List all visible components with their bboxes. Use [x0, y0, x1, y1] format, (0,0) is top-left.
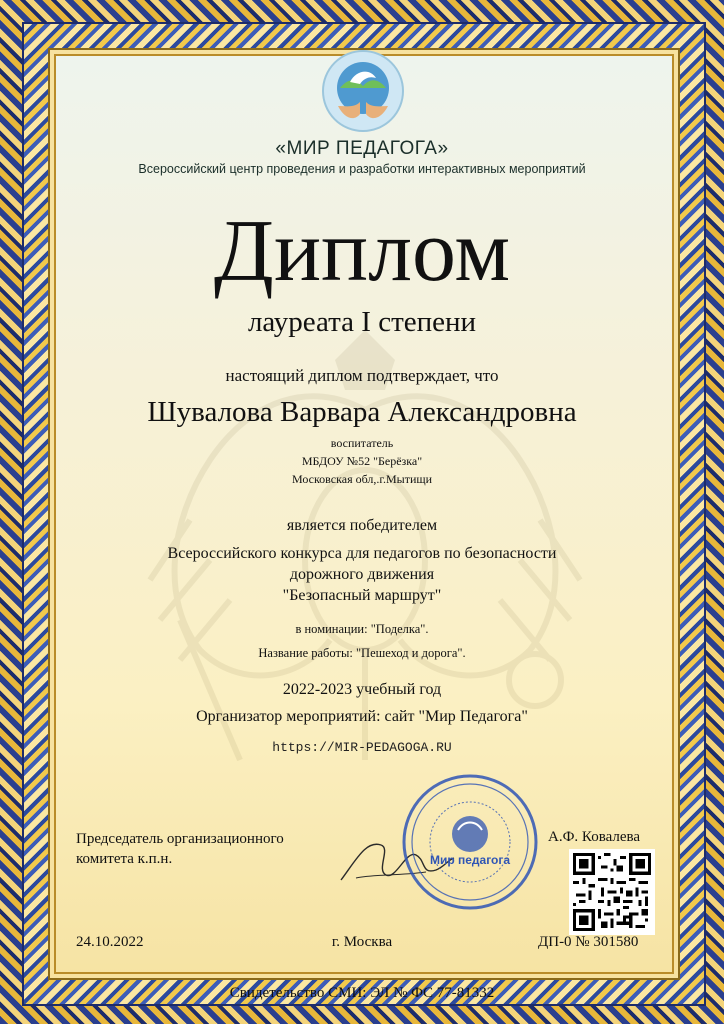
issue-date: 24.10.2022	[76, 934, 144, 950]
issue-city: г. Москва	[331, 934, 393, 950]
stamp-text: Мир педагога	[429, 853, 511, 867]
work-title: Название работы: "Пешеход и дорога".	[258, 646, 466, 660]
nomination: в номинации: "Поделка".	[295, 622, 429, 636]
signer-name: А.Ф. Ковалева	[548, 829, 641, 845]
diploma-title: Диплом	[213, 203, 511, 300]
chair-title-line-1: Председатель организационного	[76, 831, 284, 847]
contest-line-1: Всероссийского конкурса для педагогов по безопасности	[167, 545, 557, 562]
school-year: 2022-2023 учебный год	[282, 681, 442, 698]
contest-line-2: дорожного движения	[289, 566, 435, 583]
qr-code-icon[interactable]	[569, 849, 655, 935]
chair-title	[76, 829, 284, 869]
organization-title: «МИР ПЕДАГОГА»	[275, 138, 449, 159]
qr-code-pattern	[573, 853, 651, 931]
contest-name: "Безопасный маршрут"	[282, 587, 442, 604]
organizer: Организатор мероприятий: сайт "Мир Педагога"	[196, 708, 528, 725]
recipient-institution: МБДОУ №52 "Берёзка"	[301, 454, 423, 468]
winner-text: является победителем	[286, 517, 438, 534]
recipient-location: Московская обл,.г.Мытищи	[291, 472, 433, 486]
dove-hands-globe-icon	[320, 48, 406, 134]
organization-subtitle: Всероссийский центр проведения и разработки интерактивных мероприятий	[138, 162, 586, 176]
diploma-degree: лауреата I степени	[247, 306, 477, 338]
recipient-position: воспитатель	[330, 436, 394, 450]
official-stamp	[400, 772, 540, 912]
confirm-text: настоящий диплом подтверждает, что	[225, 366, 499, 385]
recipient-name: Шувалова Варвара Александровна	[147, 396, 577, 428]
media-registration: Свидетельство СМИ: ЭЛ № ФС 77-81332	[229, 985, 495, 1001]
chair-title-line-2: комитета к.п.н.	[76, 851, 173, 867]
diploma-number: ДП-0 № 301580	[538, 934, 639, 950]
site-url: https://MIR-PEDAGOGA.RU	[272, 740, 452, 755]
